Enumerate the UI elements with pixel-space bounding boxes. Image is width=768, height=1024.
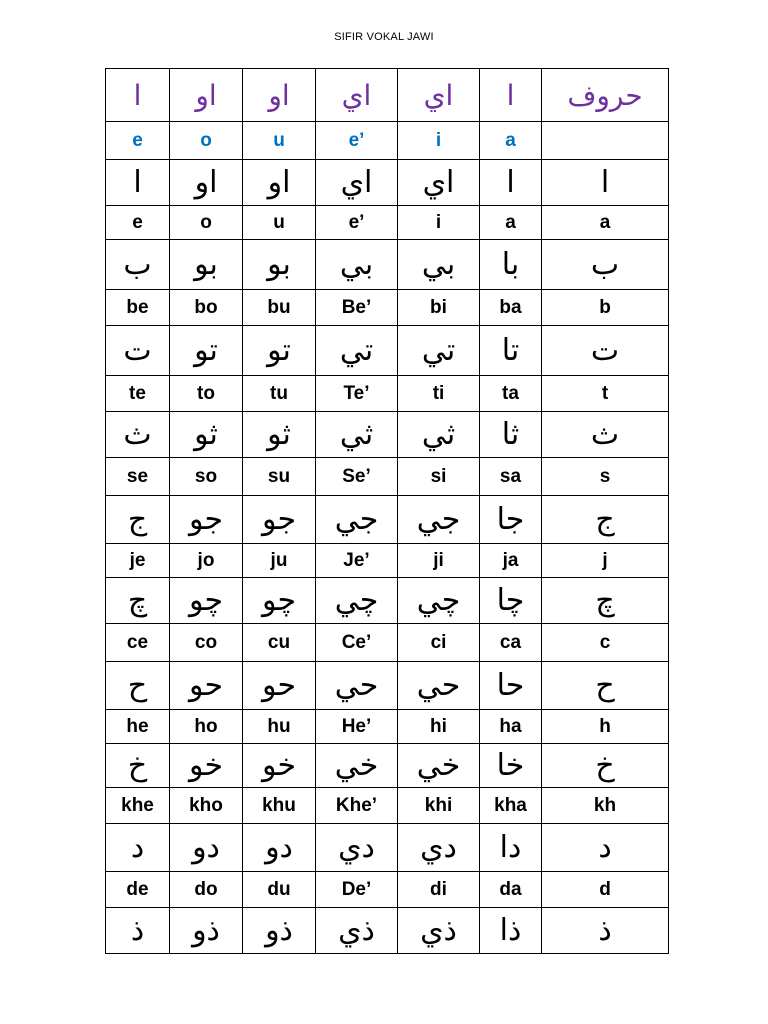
rumi-row	[106, 206, 669, 240]
jawi-row	[106, 160, 669, 206]
rumi-row	[106, 872, 669, 908]
rumi-row	[106, 290, 669, 326]
rumi-cell-a: a	[480, 122, 542, 160]
jawi-cell-u: حو	[243, 662, 316, 710]
jawi-cell-huruf: ب	[542, 240, 669, 290]
jawi-cell-e-accent: دي	[316, 824, 398, 872]
rumi-cell-i: ti	[398, 376, 480, 412]
jawi-row	[106, 240, 669, 290]
rumi-cell-e: he	[106, 710, 170, 744]
jawi-cell-u: او	[243, 69, 316, 122]
rumi-cell-e: te	[106, 376, 170, 412]
jawi-cell-i: ذي	[398, 908, 480, 954]
jawi-cell-o: ثو	[170, 412, 243, 458]
header-jawi-row	[106, 69, 669, 122]
jawi-cell-a: ذا	[480, 908, 542, 954]
jawi-cell-u: دو	[243, 824, 316, 872]
rumi-cell-e-accent: De’	[316, 872, 398, 908]
jawi-cell-e-accent: جي	[316, 496, 398, 544]
rumi-cell-e: be	[106, 290, 170, 326]
rumi-cell-o: kho	[170, 788, 243, 824]
jawi-cell-e: ح	[106, 662, 170, 710]
rumi-cell-a: a	[480, 206, 542, 240]
jawi-cell-huruf: د	[542, 824, 669, 872]
rumi-cell-huruf: h	[542, 710, 669, 744]
rumi-cell-e: ce	[106, 624, 170, 662]
rumi-cell-a: sa	[480, 458, 542, 496]
jawi-cell-i: دي	[398, 824, 480, 872]
rumi-cell-e: je	[106, 544, 170, 578]
rumi-cell-u: du	[243, 872, 316, 908]
rumi-cell-a: da	[480, 872, 542, 908]
jawi-cell-e-accent: بي	[316, 240, 398, 290]
jawi-cell-o: او	[170, 69, 243, 122]
jawi-cell-a: ا	[480, 69, 542, 122]
jawi-cell-o: جو	[170, 496, 243, 544]
rumi-cell-o: do	[170, 872, 243, 908]
rumi-cell-i: ji	[398, 544, 480, 578]
jawi-row	[106, 662, 669, 710]
jawi-cell-e-accent: اي	[316, 160, 398, 206]
jawi-cell-i: اي	[398, 160, 480, 206]
rumi-cell-huruf: kh	[542, 788, 669, 824]
jawi-cell-u: تو	[243, 326, 316, 376]
rumi-cell-e: se	[106, 458, 170, 496]
rumi-cell-e-accent: Ce’	[316, 624, 398, 662]
rumi-cell-u: ju	[243, 544, 316, 578]
jawi-cell-a: با	[480, 240, 542, 290]
jawi-cell-huruf: ث	[542, 412, 669, 458]
rumi-cell-e-accent: He’	[316, 710, 398, 744]
page-title: SIFIR VOKAL JAWI	[334, 31, 434, 43]
jawi-cell-e: ث	[106, 412, 170, 458]
rumi-cell-o: co	[170, 624, 243, 662]
rumi-cell-e: e	[106, 206, 170, 240]
jawi-cell-a: ثا	[480, 412, 542, 458]
jawi-cell-u: خو	[243, 744, 316, 788]
rumi-cell-a: ha	[480, 710, 542, 744]
jawi-cell-o: تو	[170, 326, 243, 376]
jawi-cell-e-accent: حي	[316, 662, 398, 710]
rumi-cell-i: ci	[398, 624, 480, 662]
jawi-cell-u: بو	[243, 240, 316, 290]
rumi-cell-i: bi	[398, 290, 480, 326]
rumi-cell-e: khe	[106, 788, 170, 824]
jawi-cell-i: تي	[398, 326, 480, 376]
rumi-cell-i: si	[398, 458, 480, 496]
jawi-cell-e: ذ	[106, 908, 170, 954]
jawi-cell-a: ا	[480, 160, 542, 206]
rumi-cell-u: su	[243, 458, 316, 496]
jawi-cell-e: چ	[106, 578, 170, 624]
jawi-cell-e: ا	[106, 160, 170, 206]
rumi-row	[106, 624, 669, 662]
jawi-cell-e: خ	[106, 744, 170, 788]
jawi-cell-i: جي	[398, 496, 480, 544]
jawi-cell-e: ت	[106, 326, 170, 376]
rumi-cell-u: hu	[243, 710, 316, 744]
jawi-cell-e-accent: تي	[316, 326, 398, 376]
jawi-cell-huruf: ذ	[542, 908, 669, 954]
jawi-cell-e: ب	[106, 240, 170, 290]
rumi-cell-huruf: j	[542, 544, 669, 578]
rumi-cell-e-accent: e’	[316, 206, 398, 240]
rumi-cell-e: e	[106, 122, 170, 160]
jawi-cell-e: ج	[106, 496, 170, 544]
rumi-cell-u: u	[243, 206, 316, 240]
jawi-cell-o: او	[170, 160, 243, 206]
rumi-cell-huruf: t	[542, 376, 669, 412]
jawi-cell-huruf: خ	[542, 744, 669, 788]
jawi-cell-e-accent: چي	[316, 578, 398, 624]
jawi-row	[106, 824, 669, 872]
rumi-cell-u: cu	[243, 624, 316, 662]
rumi-cell-a: ta	[480, 376, 542, 412]
jawi-cell-o: حو	[170, 662, 243, 710]
rumi-cell-i: hi	[398, 710, 480, 744]
jawi-row	[106, 908, 669, 954]
rumi-row	[106, 788, 669, 824]
rumi-cell-e-accent: Je’	[316, 544, 398, 578]
rumi-cell-huruf: d	[542, 872, 669, 908]
rumi-cell-huruf: a	[542, 206, 669, 240]
jawi-cell-o: خو	[170, 744, 243, 788]
jawi-cell-u: جو	[243, 496, 316, 544]
rumi-cell-a: ja	[480, 544, 542, 578]
rumi-cell-o: so	[170, 458, 243, 496]
jawi-cell-e-accent: ثي	[316, 412, 398, 458]
rumi-cell-huruf: s	[542, 458, 669, 496]
rumi-cell-a: ba	[480, 290, 542, 326]
rumi-row	[106, 710, 669, 744]
jawi-cell-huruf: ت	[542, 326, 669, 376]
rumi-cell-u: khu	[243, 788, 316, 824]
rumi-cell-huruf	[542, 122, 669, 160]
rumi-cell-o: o	[170, 206, 243, 240]
jawi-cell-o: بو	[170, 240, 243, 290]
jawi-cell-a: تا	[480, 326, 542, 376]
rumi-cell-u: bu	[243, 290, 316, 326]
jawi-cell-a: جا	[480, 496, 542, 544]
jawi-cell-huruf: ا	[542, 160, 669, 206]
jawi-cell-o: ذو	[170, 908, 243, 954]
jawi-row	[106, 496, 669, 544]
rumi-cell-u: tu	[243, 376, 316, 412]
rumi-cell-o: ho	[170, 710, 243, 744]
jawi-cell-huruf: ج	[542, 496, 669, 544]
jawi-row	[106, 578, 669, 624]
jawi-cell-i: اي	[398, 69, 480, 122]
rumi-cell-o: jo	[170, 544, 243, 578]
rumi-cell-i: i	[398, 206, 480, 240]
jawi-cell-i: بي	[398, 240, 480, 290]
rumi-cell-e-accent: Be’	[316, 290, 398, 326]
jawi-cell-a: حا	[480, 662, 542, 710]
jawi-cell-e: ا	[106, 69, 170, 122]
rumi-cell-a: kha	[480, 788, 542, 824]
rumi-cell-e-accent: Khe’	[316, 788, 398, 824]
jawi-row	[106, 412, 669, 458]
jawi-cell-i: خي	[398, 744, 480, 788]
rumi-cell-huruf: c	[542, 624, 669, 662]
rumi-row	[106, 458, 669, 496]
jawi-cell-huruf: چ	[542, 578, 669, 624]
rumi-cell-u: u	[243, 122, 316, 160]
jawi-row	[106, 744, 669, 788]
jawi-cell-i: حي	[398, 662, 480, 710]
jawi-cell-o: دو	[170, 824, 243, 872]
jawi-cell-a: چا	[480, 578, 542, 624]
jawi-cell-o: چو	[170, 578, 243, 624]
rumi-cell-e-accent: e’	[316, 122, 398, 160]
jawi-cell-huruf: ح	[542, 662, 669, 710]
rumi-cell-e-accent: Te’	[316, 376, 398, 412]
rumi-row	[106, 544, 669, 578]
jawi-cell-u: او	[243, 160, 316, 206]
rumi-cell-o: bo	[170, 290, 243, 326]
rumi-cell-a: ca	[480, 624, 542, 662]
jawi-cell-a: خا	[480, 744, 542, 788]
rumi-cell-huruf: b	[542, 290, 669, 326]
jawi-cell-e-accent: ذي	[316, 908, 398, 954]
rumi-cell-e-accent: Se’	[316, 458, 398, 496]
jawi-cell-i: چي	[398, 578, 480, 624]
jawi-cell-e-accent: خي	[316, 744, 398, 788]
jawi-cell-e: د	[106, 824, 170, 872]
jawi-cell-a: دا	[480, 824, 542, 872]
jawi-cell-huruf: حروف	[542, 69, 669, 122]
rumi-cell-i: i	[398, 122, 480, 160]
header-vowel-row	[106, 122, 669, 160]
rumi-cell-i: khi	[398, 788, 480, 824]
rumi-row	[106, 376, 669, 412]
jawi-cell-e-accent: اي	[316, 69, 398, 122]
jawi-cell-u: ثو	[243, 412, 316, 458]
rumi-cell-i: di	[398, 872, 480, 908]
jawi-cell-u: ذو	[243, 908, 316, 954]
jawi-row	[106, 326, 669, 376]
rumi-cell-o: o	[170, 122, 243, 160]
rumi-cell-o: to	[170, 376, 243, 412]
jawi-cell-u: چو	[243, 578, 316, 624]
jawi-cell-i: ثي	[398, 412, 480, 458]
jawi-vowel-table	[105, 68, 669, 954]
rumi-cell-e: de	[106, 872, 170, 908]
